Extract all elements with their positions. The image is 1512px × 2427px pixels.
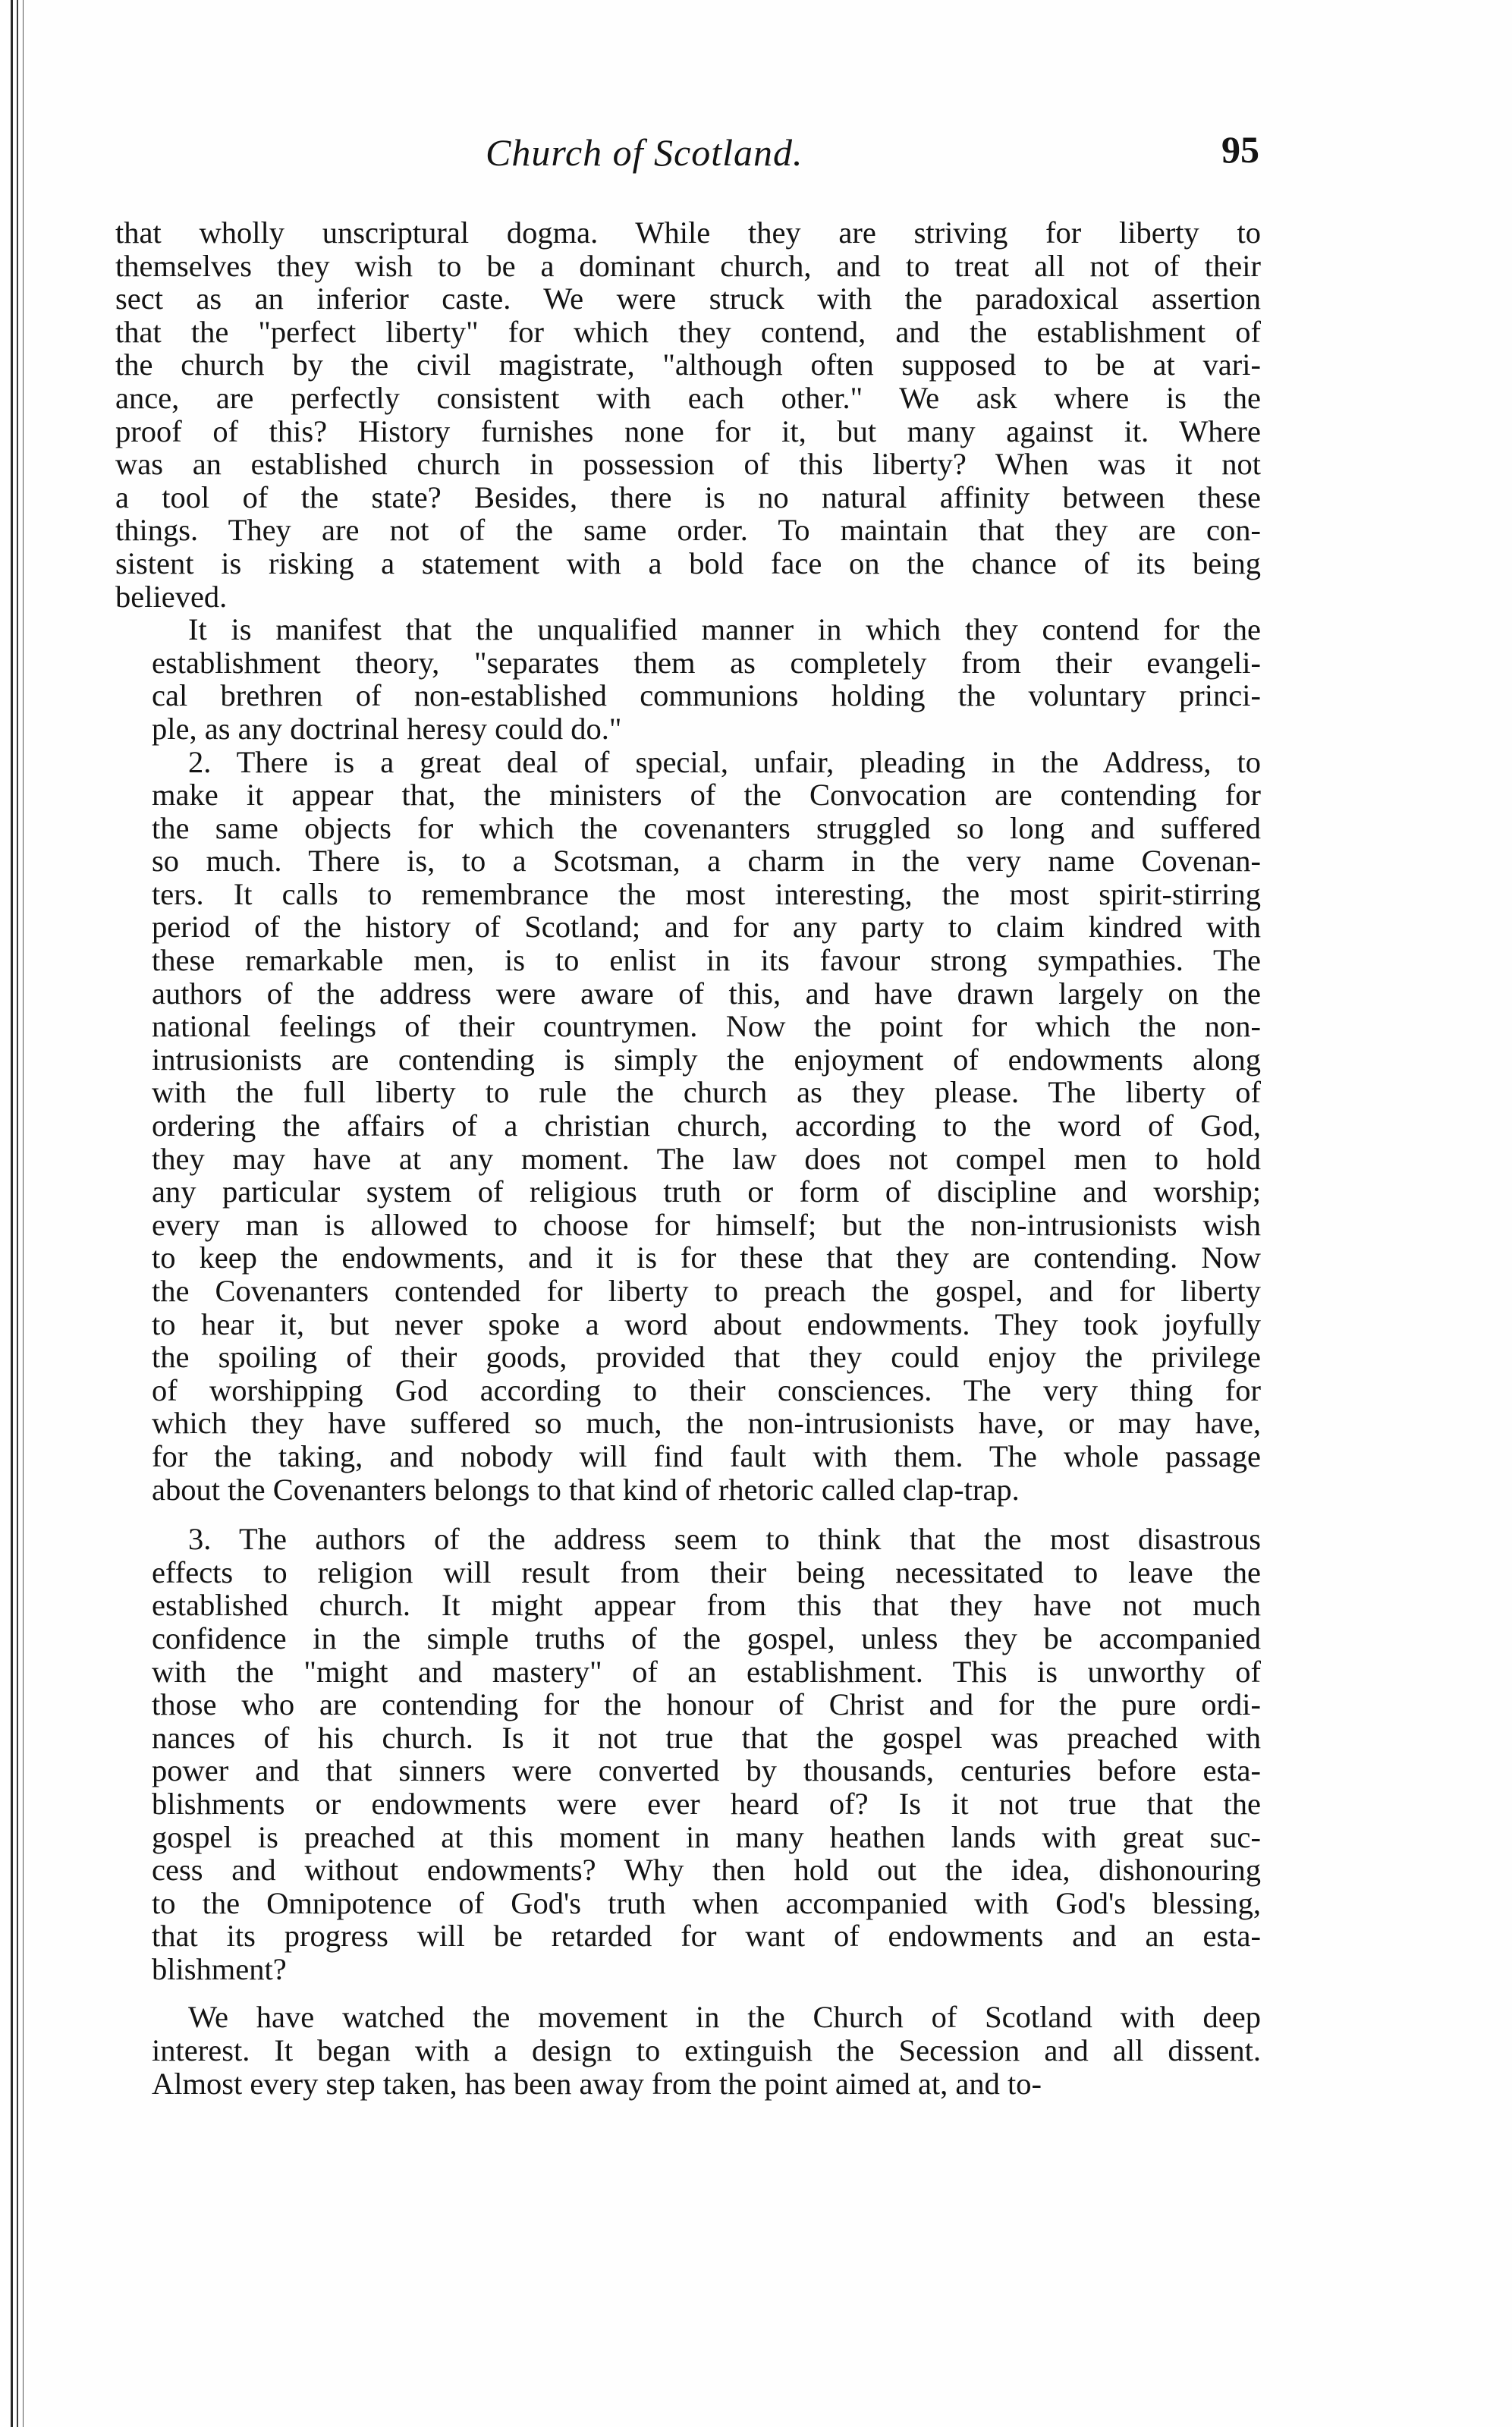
text-line: intrusionists are contending is simply the enjoyment of endowments along: [152, 1042, 1261, 1077]
paragraph: [115, 2001, 1261, 2100]
text-line: that its progress will be retarded for want of endowments and an esta-: [152, 1919, 1261, 1954]
text-line: the church by the civil magistrate, "although often supposed to be at vari-: [115, 347, 1261, 382]
text-line: with the "might and mastery" of an establishment. This is unworthy of: [152, 1654, 1261, 1689]
text-line: they may have at any moment. The law does not compel men to hold: [152, 1141, 1261, 1176]
text-line: every man is allowed to choose for himself; but the non-intrusionists wish: [152, 1207, 1261, 1242]
text-line: the same objects for which the covenanters struggled so long and suffered: [152, 810, 1261, 845]
text-line: cess and without endowments? Why then hold out the idea, dishonouring: [152, 1853, 1261, 1888]
text-line: interest. It began with a design to extinguish the Secession and all dissent.: [152, 2033, 1261, 2068]
paragraph: [115, 216, 1261, 613]
text-line: believed.: [115, 579, 228, 614]
text-line: these remarkable men, is to enlist in its favour strong sympathies. The: [152, 943, 1261, 978]
text-line: blishments or endowments were ever heard of? Is it not true that the: [152, 1786, 1261, 1821]
text-line: the Covenanters contended for liberty to preach the gospel, and for liberty: [152, 1274, 1261, 1308]
paragraph: [115, 613, 1261, 745]
text-line: which they have suffered so much, the non-intrusionists have, or may have,: [152, 1406, 1261, 1441]
binding-edge: [0, 0, 30, 2427]
text-line: sect as an inferior caste. We were struck with the paradoxical assertion: [115, 281, 1261, 316]
text-line: establishment theory, "separates them as completely from their evangeli-: [152, 645, 1261, 680]
text-line: make it appear that, the ministers of the Convocation are contending for: [152, 778, 1261, 813]
text-line: ance, are perfectly consistent with each other." We ask where is the: [115, 380, 1261, 415]
text-line: any particular system of religious truth or form of discipline and worship;: [152, 1174, 1261, 1209]
text-line: to hear it, but never spoke a word about endowments. They took joyfully: [152, 1306, 1261, 1341]
text-line: things. They are not of the same order. To maintain that they are con-: [115, 513, 1261, 548]
text-line: ordering the affairs of a christian church, according to the word of God,: [152, 1108, 1261, 1143]
text-line: to keep the endowments, and it is for these that they are contending. Now: [152, 1240, 1261, 1275]
text-line: It is manifest that the unqualified manner in which they contend for the: [188, 612, 1261, 647]
text-line: for the taking, and nobody will find fault with them. The whole passage: [152, 1438, 1261, 1473]
text-line: ple, as any doctrinal heresy could do.": [152, 711, 622, 746]
text-line: blishment?: [152, 1951, 287, 1986]
paragraph: [115, 746, 1261, 1507]
text-line: of worshipping God according to their consciences. The very thing for: [152, 1372, 1261, 1407]
text-line: a tool of the state? Besides, there is no natural affinity between these: [115, 479, 1261, 514]
text-line: ters. It calls to remembrance the most interesting, the most spirit-stirring: [152, 876, 1261, 911]
text-line: the spoiling of their goods, provided that they could enjoy the privilege: [152, 1340, 1261, 1375]
text-line: so much. There is, to a Scotsman, a charm in the very name Covenan-: [152, 844, 1261, 879]
text-line: national feelings of their countrymen. Now the point for which the non-: [152, 1009, 1261, 1044]
text-line: proof of this? History furnishes none for it, but many against it. Where: [115, 413, 1261, 448]
text-line: effects to religion will result from their being necessitated to leave the: [152, 1555, 1261, 1589]
text-line: gospel is preached at this moment in many heathen lands with great suc-: [152, 1819, 1261, 1854]
page-number: 95: [1221, 128, 1259, 171]
text-line: 2. There is a great deal of special, unfair, pleading in the Address, to: [188, 744, 1261, 779]
text-line: We have watched the movement in the Church of Scotland with deep: [188, 2000, 1261, 2035]
text-line: those who are contending for the honour of Christ and for the pure ordi-: [152, 1687, 1261, 1722]
text-line: was an established church in possession of this liberty? When was it not: [115, 447, 1261, 482]
text-line: with the full liberty to rule the church as they please. The liberty of: [152, 1075, 1261, 1110]
text-line: 3. The authors of the address seem to think that the most disastrous: [188, 1522, 1261, 1557]
paragraph: [115, 1523, 1261, 1985]
text-line: about the Covenanters belongs to that kind of rhetoric called clap-trap.: [152, 1472, 1020, 1507]
text-line: to the Omnipotence of God's truth when accompanied with God's blessing,: [152, 1885, 1261, 1920]
running-header: [114, 130, 1259, 184]
text-line: period of the history of Scotland; and for any party to claim kindred with: [152, 910, 1261, 945]
text-line: authors of the address were aware of this, and have drawn largely on the: [152, 976, 1261, 1011]
body-text: [115, 216, 1261, 2100]
text-line: themselves they wish to be a dominant church, and to treat all not of their: [115, 248, 1261, 283]
text-line: Almost every step taken, has been away from the point aimed at, and to-: [152, 2066, 1042, 2101]
text-line: confidence in the simple truths of the gospel, unless they be accompanied: [152, 1621, 1261, 1655]
text-line: that the "perfect liberty" for which they contend, and the establishment of: [115, 314, 1261, 349]
running-title: Church of Scotland.: [486, 131, 803, 174]
text-line: that wholly unscriptural dogma. While they are striving for liberty to: [115, 215, 1261, 250]
text-line: nances of his church. Is it not true that the gospel was preached with: [152, 1720, 1261, 1755]
text-line: cal brethren of non-established communions holding the voluntary princi-: [152, 678, 1261, 713]
text-line: established church. It might appear from this that they have not much: [152, 1588, 1261, 1623]
text-line: sistent is risking a statement with a bold face on the chance of its being: [115, 545, 1261, 580]
text-line: power and that sinners were converted by thousands, centuries before esta-: [152, 1753, 1261, 1788]
